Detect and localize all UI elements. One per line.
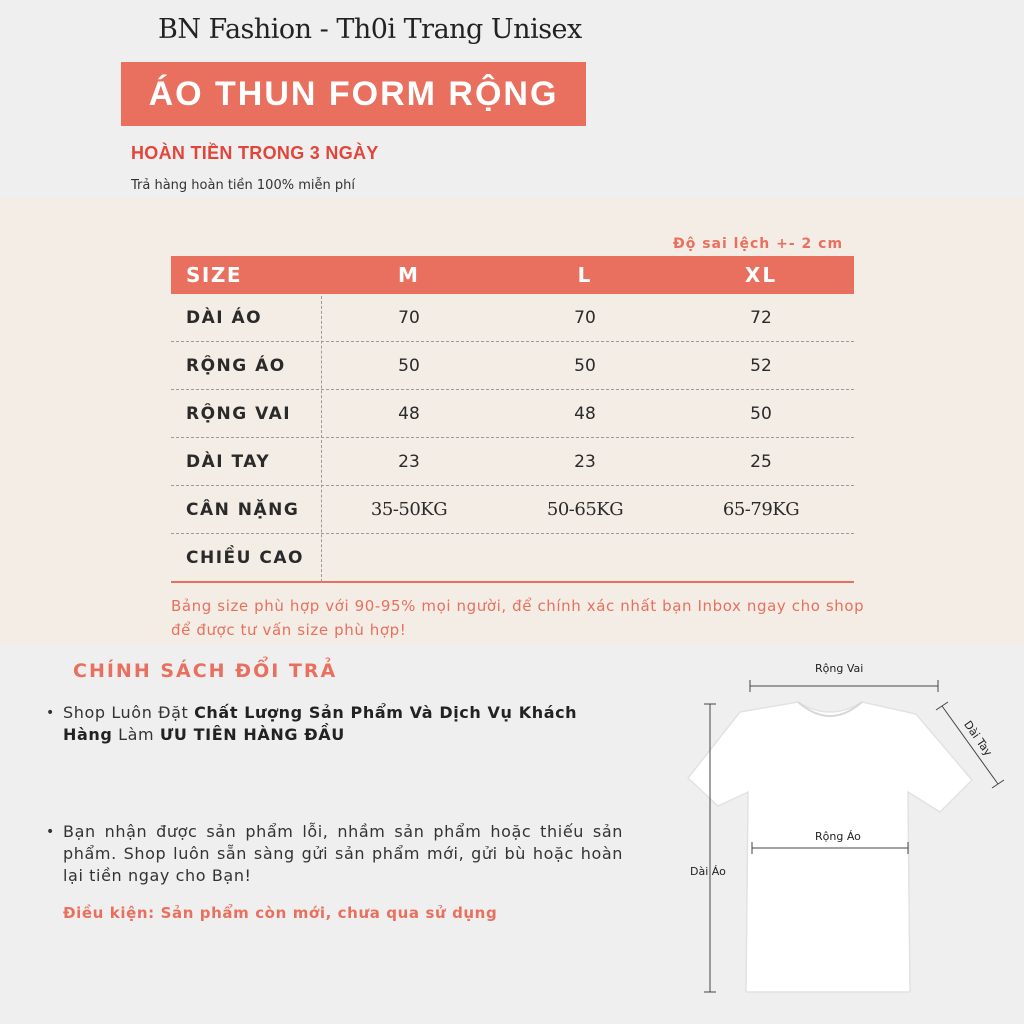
cell-l: 50-65KG	[546, 499, 624, 520]
cell-l: 70	[574, 307, 596, 328]
cell-l: 23	[574, 451, 596, 472]
header-m: M	[398, 263, 420, 287]
tolerance-note: Độ sai lệch +- 2 cm	[673, 236, 844, 252]
header-size: SIZE	[186, 263, 243, 287]
bullet1-text-d: ƯU TIÊN HÀNG ĐẦU	[159, 725, 345, 744]
label-shoulder: Rộng Vai	[815, 662, 864, 675]
row-label: RỘNG ÁO	[186, 355, 286, 376]
table-row	[171, 390, 854, 438]
table-row	[171, 342, 854, 390]
cell-xl: 25	[750, 451, 772, 472]
size-table-note: Bảng size phù hợp với 90-95% mọi người, để chính xác nhất bạn Inbox ngay cho shop để được tư vấn size phù hợp!	[171, 597, 865, 639]
size-table	[171, 256, 854, 583]
row-label: DÀI TAY	[186, 451, 271, 472]
cell-m: 48	[398, 403, 420, 424]
policy-condition: Điều kiện: Sản phẩm còn mới, chưa qua sử dụng	[63, 904, 498, 922]
tshirt-shape	[688, 702, 972, 992]
brand-name: BN Fashion - Th0i Trang Unisex	[158, 14, 582, 45]
cell-l: 50	[574, 355, 596, 376]
cell-m: 50	[398, 355, 420, 376]
refund-title: HOÀN TIỀN TRONG 3 NGÀY	[131, 143, 379, 163]
row-label: DÀI ÁO	[186, 307, 263, 328]
table-row	[171, 438, 854, 486]
label-chest: Rộng Áo	[815, 830, 861, 843]
cell-xl: 50	[750, 403, 772, 424]
cell-m: 23	[398, 451, 420, 472]
table-row	[171, 294, 854, 342]
size-table-header	[171, 256, 854, 294]
tshirt-measurement-diagram	[660, 650, 1024, 1024]
row-label: CÂN NẶNG	[186, 499, 300, 520]
bullet1-text-b: Chất Lượng Sản Phẩm Và Dịch Vụ Khách Hàng	[63, 703, 578, 744]
policy-title: CHÍNH SÁCH ĐỔI TRẢ	[73, 660, 338, 682]
cell-m: 35-50KG	[370, 499, 448, 520]
header-l: L	[577, 263, 593, 287]
table-row	[171, 534, 854, 583]
bullet1-text-c: Làm	[112, 725, 160, 744]
refund-subtitle: Trả hàng hoàn tiền 100% miễn phí	[131, 178, 355, 193]
product-banner: ÁO THUN FORM RỘNG	[121, 62, 586, 126]
row-label: CHIỀU CAO	[186, 547, 304, 568]
column-divider	[321, 296, 322, 582]
cell-xl: 72	[750, 307, 772, 328]
cell-xl: 52	[750, 355, 772, 376]
label-sleeve: Dài Tay	[961, 718, 995, 759]
table-row	[171, 486, 854, 534]
bullet1-text-a: Shop Luôn Đặt	[63, 703, 195, 722]
policy-bullet-exchange: • Bạn nhận được sản phẩm lỗi, nhầm sản phẩm hoặc thiếu sản phẩm. Shop luôn sẵn sàng gửi sản phẩm mới, gửi bù hoặc hoàn lại tiền ngay cho Bạn!	[63, 821, 623, 887]
cell-xl: 65-79KG	[722, 499, 800, 520]
row-label: RỘNG VAI	[186, 403, 292, 424]
policy-bullet-quality	[63, 702, 623, 746]
cell-l: 48	[574, 403, 596, 424]
header-xl: XL	[744, 263, 778, 287]
label-length: Dài Áo	[690, 865, 726, 878]
cell-m: 70	[398, 307, 420, 328]
